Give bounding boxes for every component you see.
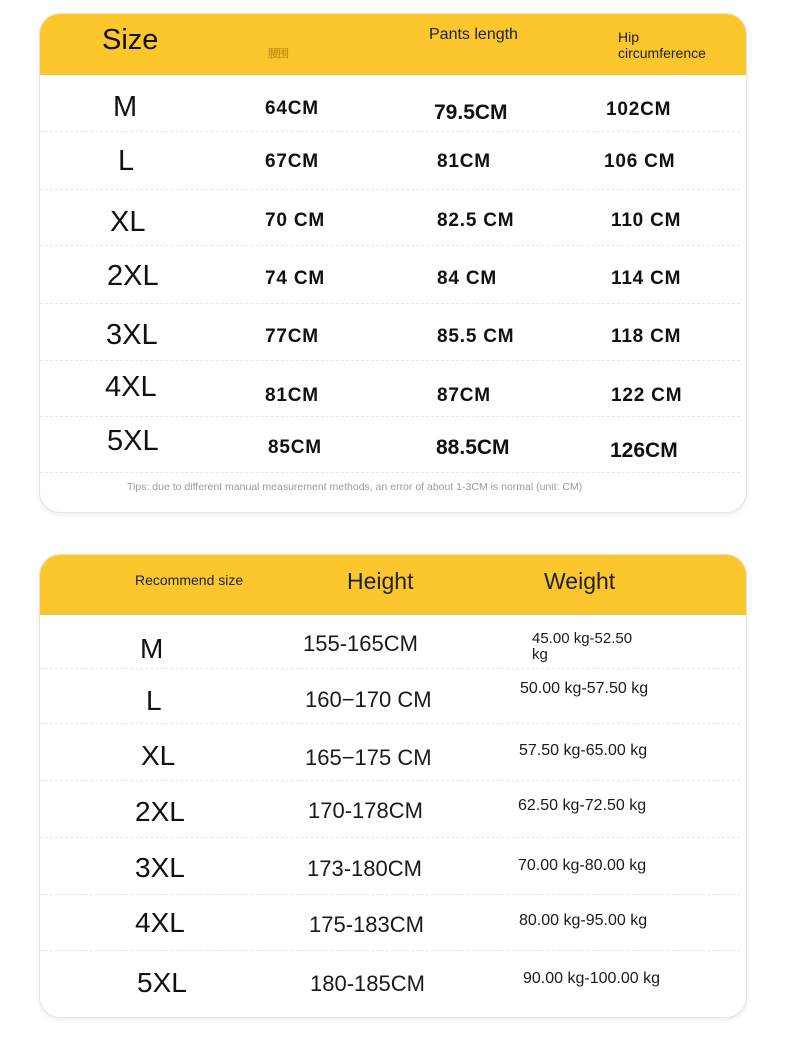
row-separator <box>40 472 740 473</box>
recommend-row-XL-weight: 57.50 kg-65.00 kg <box>519 742 648 759</box>
row-separator <box>40 950 740 951</box>
size-row-XL-length: 82.5 CM <box>437 210 515 231</box>
row-separator <box>40 360 740 361</box>
size-row-3XL-waist: 77CM <box>265 326 319 347</box>
recommend-row-4XL-height: 175-183CM <box>309 912 424 937</box>
row-separator <box>40 131 740 132</box>
size-row-4XL-hip: 122 CM <box>611 385 683 406</box>
size-row-L-hip: 106 CM <box>604 151 676 172</box>
row-separator <box>40 668 740 669</box>
size-row-M-label: M <box>113 91 138 123</box>
size-row-2XL-waist: 74 CM <box>265 268 325 289</box>
size-row-XL-hip: 110 CM <box>611 210 682 231</box>
header-height: Height <box>347 568 414 594</box>
recommend-row-2XL-label: 2XL <box>135 796 185 827</box>
size-chart-header <box>40 14 746 75</box>
row-separator <box>40 245 740 246</box>
row-separator <box>40 416 740 417</box>
row-separator <box>40 894 740 895</box>
header-size: Size <box>102 24 159 56</box>
recommend-row-3XL-weight: 70.00 kg-80.00 kg <box>518 857 647 874</box>
size-row-L-label: L <box>118 145 135 177</box>
size-row-5XL-label: 5XL <box>107 425 159 457</box>
size-row-3XL-hip: 118 CM <box>611 326 682 347</box>
recommend-row-M-weight: 45.00 kg-52.50 kg <box>532 630 633 663</box>
size-row-3XL-length: 85.5 CM <box>437 326 515 347</box>
size-row-2XL-hip: 114 CM <box>611 268 682 289</box>
size-row-M-length: 79.5CM <box>434 101 508 124</box>
size-row-2XL-label: 2XL <box>107 260 159 292</box>
size-row-M-hip: 102CM <box>606 99 672 120</box>
size-row-5XL-hip: 126CM <box>610 439 678 462</box>
recommend-row-3XL-label: 3XL <box>135 852 185 883</box>
header-weight: Weight <box>544 568 616 594</box>
recommend-row-L-height: 160−170 CM <box>305 687 432 712</box>
recommend-row-5XL-height: 180-185CM <box>310 971 425 996</box>
row-separator <box>40 837 740 838</box>
recommend-row-2XL-height: 170-178CM <box>308 798 423 823</box>
recommend-row-M-height: 155-165CM <box>303 631 418 656</box>
size-row-5XL-length: 88.5CM <box>436 436 510 459</box>
size-row-XL-waist: 70 CM <box>265 210 325 231</box>
size-row-L-length: 81CM <box>437 151 491 172</box>
recommend-row-M-label: M <box>140 633 164 664</box>
measurement-tip: Tips: due to different manual measurement methods, an error of about 1-3CM is normal (unit: CM) <box>127 481 583 493</box>
size-row-3XL-label: 3XL <box>106 319 158 351</box>
header-waist: 腰围 <box>268 48 288 60</box>
row-separator <box>40 723 740 724</box>
recommend-row-5XL-weight: 90.00 kg-100.00 kg <box>523 970 660 987</box>
size-row-4XL-label: 4XL <box>105 371 157 403</box>
size-row-L-waist: 67CM <box>265 151 319 172</box>
size-row-M-waist: 64CM <box>265 98 319 119</box>
size-row-4XL-waist: 81CM <box>265 385 319 406</box>
recommend-row-4XL-weight: 80.00 kg-95.00 kg <box>519 912 648 929</box>
recommend-chart-header <box>40 555 746 615</box>
recommend-chart-card <box>40 555 746 1017</box>
size-row-5XL-waist: 85CM <box>268 437 322 458</box>
row-separator <box>40 303 740 304</box>
header-recommend-size: Recommend size <box>135 572 244 588</box>
header-hip-circumference: Hip circumference <box>618 29 706 61</box>
recommend-row-4XL-label: 4XL <box>135 907 185 938</box>
size-row-2XL-length: 84 CM <box>437 268 497 289</box>
recommend-row-5XL-label: 5XL <box>137 967 187 998</box>
header-pants-length: Pants length <box>429 26 518 43</box>
recommend-row-L-weight: 50.00 kg-57.50 kg <box>520 680 649 697</box>
row-separator <box>40 189 740 190</box>
size-chart-card <box>40 14 746 512</box>
recommend-row-3XL-height: 173-180CM <box>307 856 422 881</box>
recommend-row-2XL-weight: 62.50 kg-72.50 kg <box>518 797 647 814</box>
size-row-4XL-length: 87CM <box>437 385 491 406</box>
row-separator <box>40 780 740 781</box>
recommend-row-XL-label: XL <box>141 740 176 771</box>
recommend-row-L-label: L <box>146 685 162 716</box>
size-row-XL-label: XL <box>110 206 146 238</box>
recommend-row-XL-height: 165−175 CM <box>305 745 432 770</box>
